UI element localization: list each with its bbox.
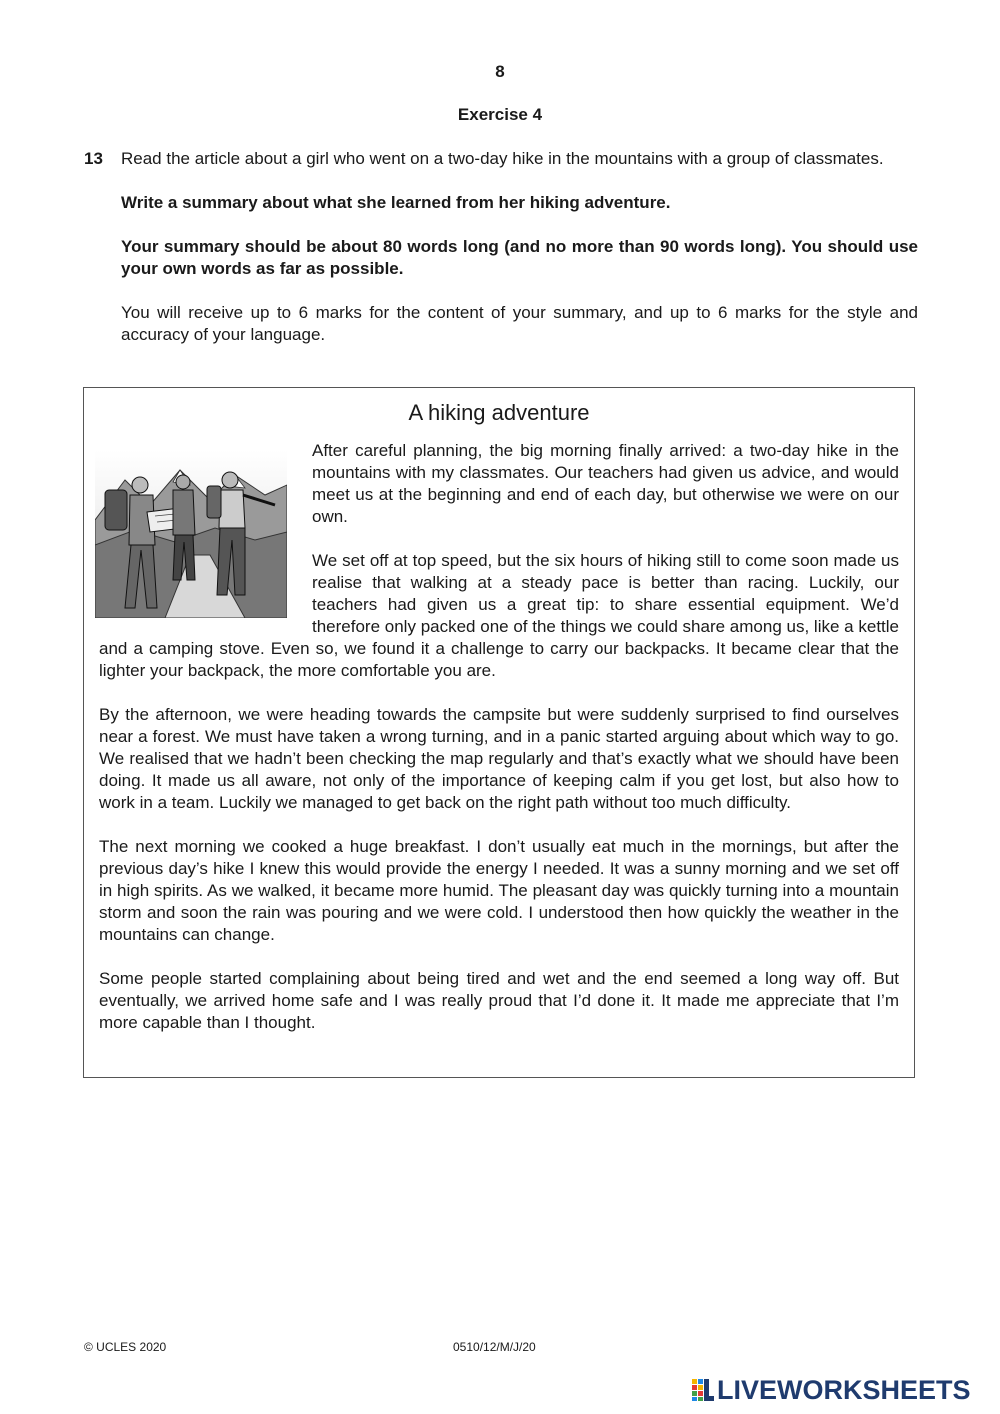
article-paragraph-2: We set off at top speed, but the six hours of hiking still to come soon made us realise that walking at a steady pace is better than racing. Luckily, our teachers had given us a great tip: to share essential equipment. We’d therefore only packed one of the things we could share among us, like a kettle and a camping stove. Even so, we found it a challenge to carry our backpacks. It became clear that the lighter your backpack, the more comfortable you are. bbox=[99, 551, 899, 680]
question-intro: Read the article about a girl who went on a two-day hike in the mountains with a group of classmates. bbox=[121, 149, 884, 168]
question-task: Write a summary about what she learned from her hiking adventure. bbox=[121, 193, 671, 212]
article-box bbox=[83, 387, 915, 1078]
question-marks-info: You will receive up to 6 marks for the content of your summary, and up to 6 marks for the style and accuracy of your language. bbox=[121, 303, 918, 344]
page-number: 8 bbox=[495, 62, 505, 81]
liveworksheets-logo[interactable] bbox=[692, 1376, 971, 1404]
article-title: A hiking adventure bbox=[408, 400, 590, 425]
article-paragraph-5: Some people started complaining about being tired and wet and the end seemed a long way off. But eventually, we arrived home safe and I was really proud that I’d done it. It made me appreciate that I’m more capable than I thought. bbox=[99, 969, 899, 1032]
liveworksheets-icon bbox=[692, 1379, 714, 1401]
article-paragraph-1: After careful planning, the big morning finally arrived: a two-day hike in the mountains with my classmates. Our teachers had given us advice, and would meet us at the beginning and end of each day, but otherwise we were on our own. bbox=[312, 441, 899, 526]
hikers-illustration bbox=[95, 450, 287, 618]
liveworksheets-text: LIVEWORKSHEETS bbox=[717, 1374, 971, 1405]
article-paragraph-3: By the afternoon, we were heading towards the campsite but were suddenly surprised to find ourselves near a forest. We must have taken a wrong turning, and in a panic started arguing about which way to go. We realised that we hadn’t been checking the map regularly and that’s exactly what we should have been doing. It made us all aware, not only of the importance of keeping calm if you get lost, but also how to work in a team. Luckily we managed to get back on the right path without too much difficulty. bbox=[99, 705, 899, 812]
question-body bbox=[121, 148, 918, 346]
question-number: 13 bbox=[84, 149, 103, 168]
question-length-instruction: Your summary should be about 80 words long (and no more than 90 words long). You should use your own words as far as possible. bbox=[121, 237, 918, 278]
exercise-title: Exercise 4 bbox=[457, 105, 543, 124]
footer-code: 0510/12/M/J/20 bbox=[453, 1340, 536, 1354]
footer-copyright: © UCLES 2020 bbox=[84, 1340, 167, 1354]
question-13 bbox=[84, 148, 918, 368]
article-paragraph-4: The next morning we cooked a huge breakfast. I don’t usually eat much in the mornings, but after the previous day’s hike I knew this would provide the energy I needed. It was a sunny morning and we set off in high spirits. As we walked, it became more humid. The pleasant day was quickly turning into a mountain storm and soon the rain was pouring and we were cold. I understood then how quickly the weather in the mountains can change. bbox=[99, 837, 899, 944]
article-text bbox=[99, 440, 899, 1034]
